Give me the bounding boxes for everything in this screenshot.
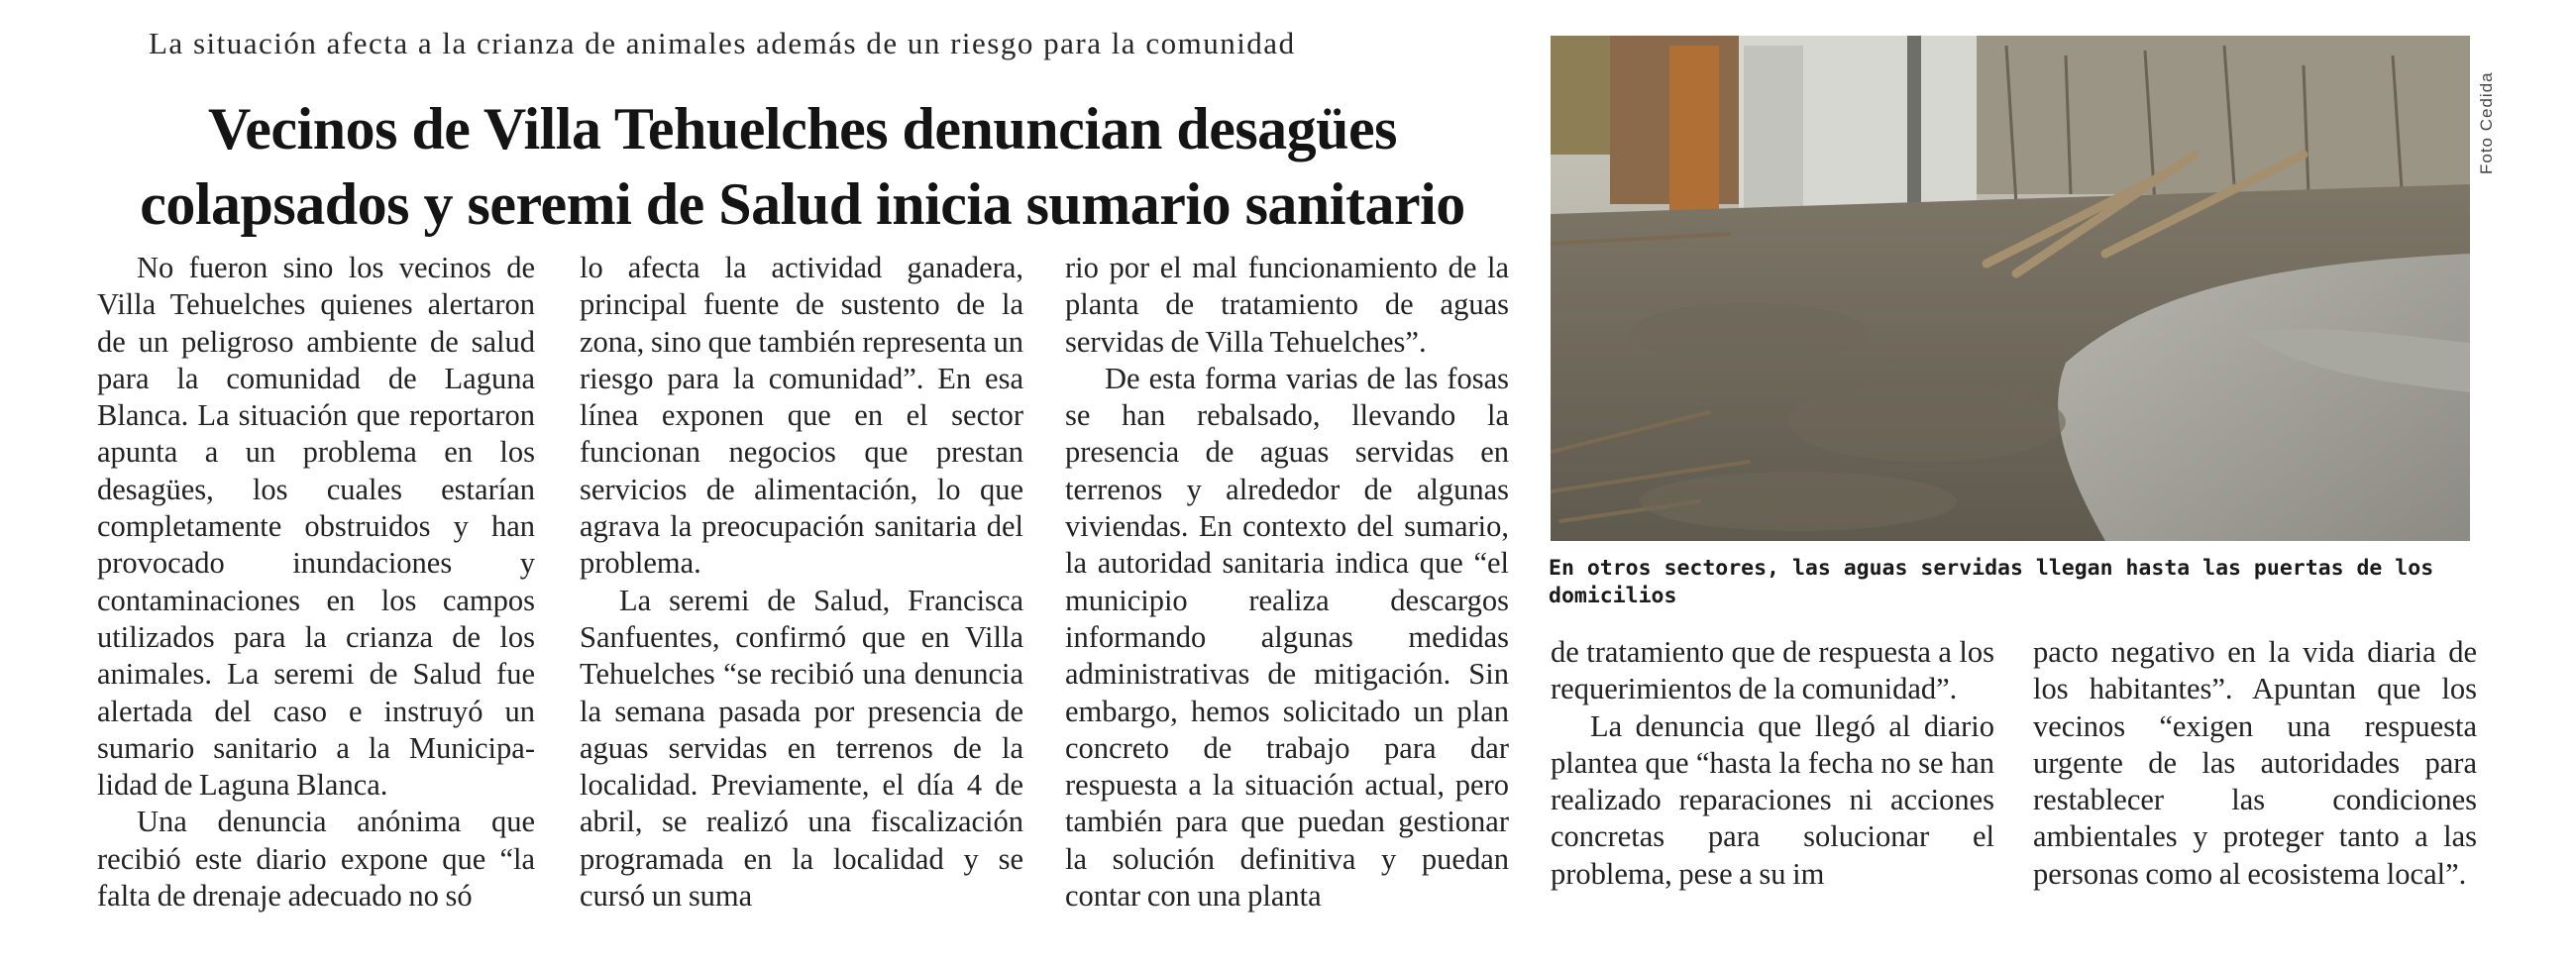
body-column-2 — [580, 250, 1023, 915]
kicker: La situación afecta a la crianza de animales además de un riesgo para la comunidad — [149, 26, 1296, 60]
paragraph: La denuncia que llegó al diario plantea que “hasta la fecha no se han realizado reparaciones ni acciones concretas para solucionar el problema, pese a su im — [1551, 708, 1994, 891]
paragraph: Una denuncia anónima que recibió este diario expone que “la falta de drenaje adecuado no só — [97, 805, 535, 914]
paragraph: pacto negativo en la vida diaria de los habitantes”. Apuntan que los vecinos “exigen una respuesta urgente de las autoridades para restablecer las condiciones ambientales y proteger tanto a las personas como al ecosistema local”. — [2033, 635, 2477, 891]
body-column-4 — [1551, 634, 1994, 893]
paragraph: de tratamiento que de respuesta a los requerimientos de la comunidad”. — [1551, 635, 1994, 706]
paragraph: lo afecta la actividad ganadera, principal fuente de sustento de la zona, sino que también representa un riesgo para la comunidad”. En esa línea exponen que en el sector funcionan negocios que prestan servicios de alimentación, lo que agrava la preocupación sanitaria del problema. — [580, 251, 1023, 581]
photo-credit: Foto Cedida — [2477, 71, 2496, 174]
news-photo — [1551, 36, 2470, 541]
paragraph: rio por el mal funcionamiento de la planta de tratamiento de aguas servidas de Villa Tehuelches”. — [1065, 251, 1509, 359]
body-column-5 — [2033, 634, 2477, 893]
paragraph: De esta forma varias de las fosas se han rebalsado, llevando la presencia de aguas servidas en terrenos y alrededor de algunas viviendas. En contexto del sumario, la autoridad sanitaria indica que “el municipio realiza descargos informando algunas medidas administrativas de mitigación. Sin embargo, hemos solicitado un plan concreto de trabajo para dar respuesta a la situación actual, pero también para que puedan gestionar la solución definitiva y puedan contar con una planta — [1065, 361, 1509, 914]
headline-line-1: Vecinos de Villa Tehuelches denuncian desagües — [207, 96, 1398, 162]
headline — [129, 91, 1476, 242]
paragraph: La seremi de Salud, Francisca Sanfuentes, confirmó que en Villa Tehuelches “se recibió una denuncia la semana pasada por presencia de aguas servidas en terrenos de la localidad. Previamente, el día 4 de abril, se realizó una fiscalización programada en la localidad y se cursó un suma — [580, 583, 1023, 914]
photo-caption: En otros sectores, las aguas servidas llegan hasta las puertas de los domicilios — [1549, 556, 2434, 608]
headline-line-2: colapsados y seremi de Salud inicia sumario sanitario — [140, 171, 1465, 237]
paragraph: No fueron sino los vecinos de Villa Tehuelches quienes alertaron de un peligroso ambiente de salud para la comunidad de Laguna Blanca. La situación que reportaron apunta a un problema en los desagües, los cuales estarían completamente obstruidos y han provocado inundaciones y contaminaciones en los campos utilizados para la crianza de los animales. La seremi de Salud fue alertada del caso e instruyó un sumario sanitario a la Municipalidad de Laguna Blanca. — [97, 251, 535, 803]
body-column-3 — [1065, 250, 1509, 915]
body-column-1 — [97, 250, 535, 915]
